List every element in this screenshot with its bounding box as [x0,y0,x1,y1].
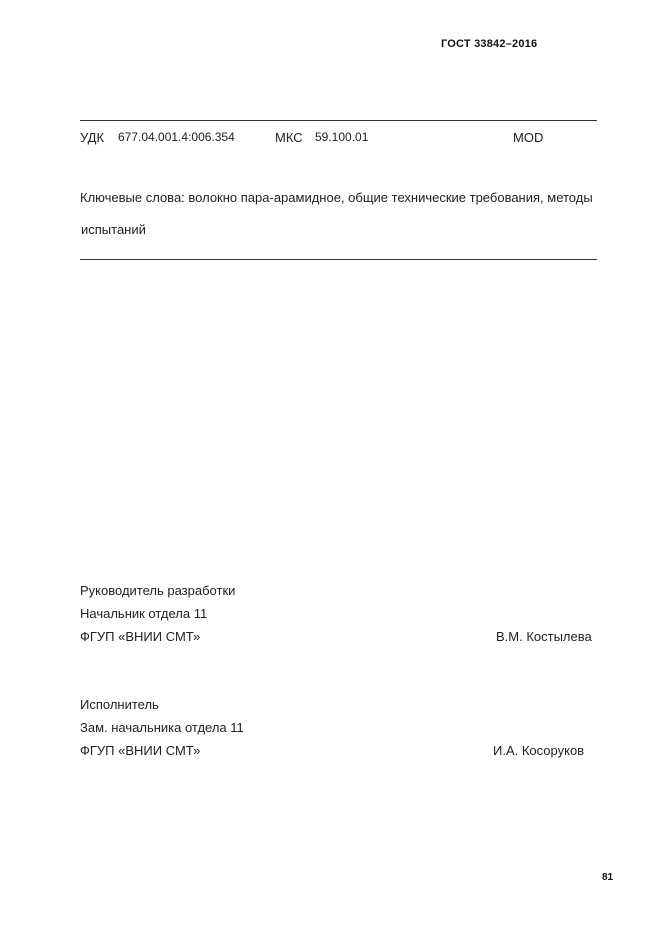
classification-row [80,130,600,146]
signature-block-lead [80,583,600,652]
signature-position: Зам. начальника отдела 11 [80,720,244,735]
bottom-divider [80,259,597,260]
signature-position-line [80,720,600,743]
udk-value: 677.04.001.4:006.354 [118,130,235,144]
signature-role: Исполнитель [80,697,159,712]
page-number: 81 [602,872,614,883]
signature-position-line [80,606,600,629]
signature-block-executor [80,697,600,766]
signature-org-line [80,743,600,766]
keywords-line-1: Ключевые слова: волокно пара-арамидное, общие технические требования, методы [80,190,593,205]
signature-organization: ФГУП «ВНИИ СМТ» [80,629,201,644]
standard-code: ГОСТ 33842–2016 [441,38,538,50]
mod-value: MOD [513,130,544,145]
mks-value: 59.100.01 [315,130,369,144]
keywords-paragraph [80,182,620,246]
keywords-line-2: испытаний [81,222,146,237]
mks-label: МКС [275,130,303,145]
signature-role-line [80,697,600,720]
signature-org-line [80,629,600,652]
signature-role: Руководитель разработки [80,583,236,598]
signature-position: Начальник отдела 11 [80,606,208,621]
top-divider [80,120,597,121]
signature-name: И.А. Косоруков [493,743,585,758]
signature-organization: ФГУП «ВНИИ СМТ» [80,743,201,758]
udk-label: УДК [80,130,105,145]
signature-name: В.М. Костылева [496,629,592,644]
signature-role-line [80,583,600,606]
